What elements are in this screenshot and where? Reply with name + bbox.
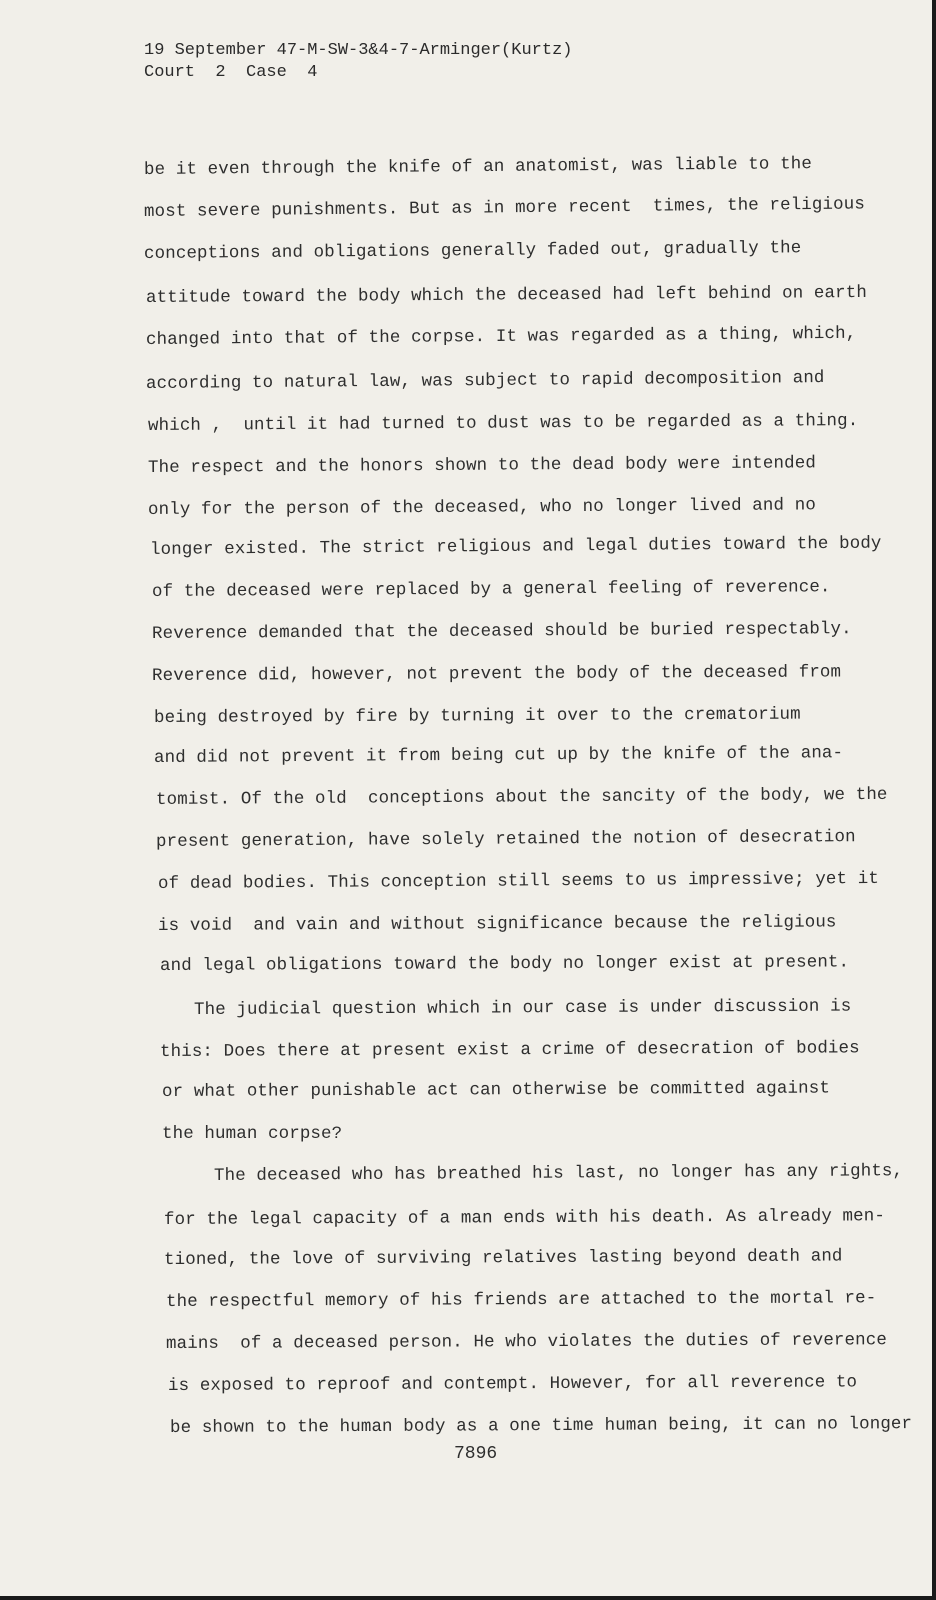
text-line: mains of a deceased person. He who violates the duties of reverence (165, 1330, 887, 1354)
text-line: this: Does there at present exist a crime of desecration of bodies (159, 1038, 860, 1062)
text-line: The respect and the honors shown to the dead body were intended (147, 453, 816, 478)
text-line: changed into that of the corpse. It was regarded as a thing, which, (145, 323, 857, 350)
text-line: of dead bodies. This conception still seems to us impressive; yet it (157, 868, 879, 894)
text-line: and legal obligations toward the body no longer exist at present. (159, 952, 850, 976)
document-header (144, 40, 572, 84)
text-line: attitude toward the body which the deceased had left behind on earth (145, 282, 867, 308)
text-line: of the deceased were replaced by a general feeling of reverence. (151, 577, 831, 602)
text-line: which , until it had turned to dust was to be regarded as a thing. (147, 411, 859, 436)
text-line: and did not prevent it from being cut up by the knife of the ana- (153, 743, 844, 768)
text-line: Reverence demanded that the deceased should be buried respectably. (151, 619, 852, 644)
text-line: the human corpse? (162, 1124, 343, 1144)
text-line: be it even through the knife of an anatomist, was liable to the (143, 154, 812, 180)
text-line: conceptions and obligations generally faded out, gradually the (143, 238, 802, 264)
text-line: or what other punishable act can otherwise be committed against (161, 1078, 830, 1102)
header-reference-line: 19 September 47-M-SW-3&4-7-Arminger(Kurtz) (144, 41, 573, 60)
page-number: 7896 (454, 1444, 498, 1464)
text-line: tomist. Of the old conceptions about the sancity of the body, we the (155, 784, 888, 810)
text-line: Reverence did, however, not prevent the body of the deceased from (151, 662, 842, 686)
text-line: according to natural law, was subject to rapid decomposition and (145, 368, 825, 394)
text-line: only for the person of the deceased, who no longer lived and no (147, 495, 816, 520)
text-line: The deceased who has breathed his last, no longer has any rights, (213, 1161, 904, 1186)
text-line: most severe punishments. But as in more recent times, the religious (143, 194, 865, 222)
text-line: being destroyed by fire by turning it over to the crematorium (153, 704, 801, 728)
text-line: tioned, the love of surviving relatives lasting beyond death and (163, 1246, 843, 1270)
text-line: The judicial question which in our case is under discussion is (193, 996, 852, 1020)
text-line: longer existed. The strict religious and legal duties toward the body (149, 533, 882, 560)
text-line: is exposed to reproof and contempt. However, for all reverence to (167, 1372, 858, 1396)
text-line: be shown to the human body as a one time human being, it can no longer (169, 1414, 913, 1438)
text-line: is void and vain and without significance because the religious (157, 912, 837, 936)
header-court-case-line: Court 2 Case 4 (144, 63, 318, 82)
text-line: present generation, have solely retained the notion of desecration (155, 827, 856, 852)
text-line: the respectful memory of his friends are attached to the mortal re- (165, 1288, 877, 1312)
text-line: for the legal capacity of a man ends with his death. As already men- (163, 1206, 885, 1230)
